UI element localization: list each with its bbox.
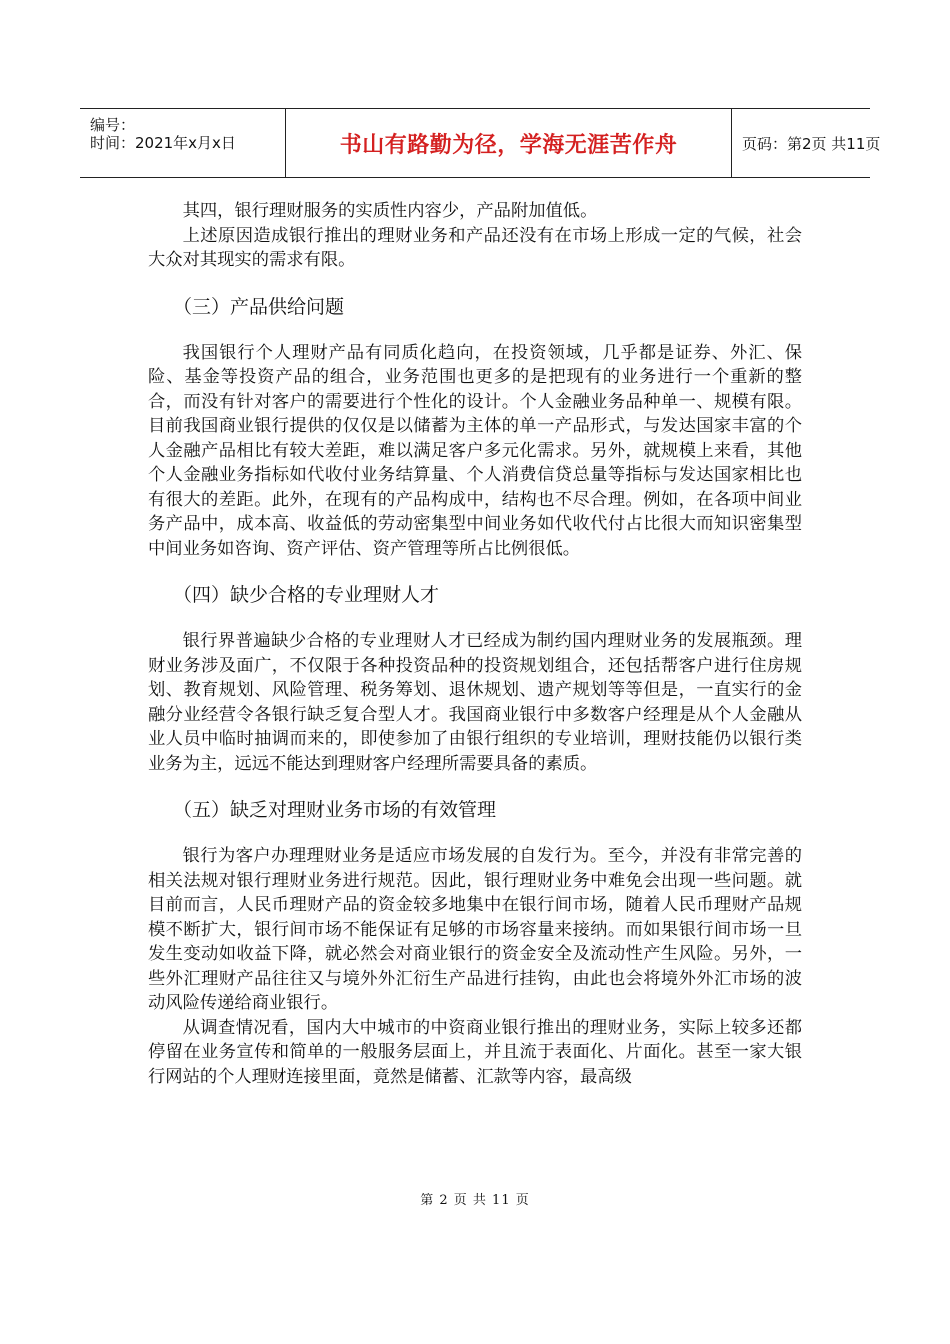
page-header bbox=[80, 108, 881, 178]
body-paragraph: 银行界普遍缺少合格的专业理财人才已经成为制约国内理财业务的发展瓶颈。理财业务涉及面广，不仅限于各种投资品种的投资规划组合，还包括帮客户进行住房规划、教育规划、风险管理、税务筹划、退休规划、遗产规划等等但是，一直实行的金融分业经营令各银行缺乏复合型人才。我国商业银行中多数客户经理是从个人金融从业人员中临时抽调而来的，即使参加了由银行组织的专业培训，理财技能仍以银行类业务为主，远远不能达到理财客户经理所需要具备的素质。 bbox=[148, 631, 802, 774]
body-paragraph: 从调查情况看，国内大中城市的中资商业银行推出的理财业务，实际上较多还都停留在业务宣传和简单的一般服务层面上，并且流于表面化、片面化。甚至一家大银行网站的个人理财连接里面，竟然是储蓄、汇款等内容，最高级 bbox=[148, 1017, 802, 1087]
body-paragraph: 我国银行个人理财产品有同质化趋向，在投资领域，几乎都是证券、外汇、保险、基金等投资产品的组合，业务范围也更多的是把现有的业务进行一个重新的整合，而没有针对客户的需要进行个性化的设计。个人金融业务品种单一、规模有限。目前我国商业银行提供的仅仅是以储蓄为主体的单一产品形式，与发达国家丰富的个人金融产品相比有较大差距，难以满足客户多元化需求。另外，就规模上来看，其他个人金融业务指标如代收付业务结算量、个人消费信贷总量等指标与发达国家相比也有很大的差距。此外，在现有的产品构成中，结构也不尽合理。例如，在各项中间业务产品中，成本高、收益低的劳动密集型中间业务如代收代付占比很大而知识密集型中间业务如咨询、资产评估、资产管理等所占比例很低。 bbox=[148, 342, 802, 559]
page-footer: 第 2 页 共 11 页 bbox=[420, 1193, 530, 1208]
body-paragraph: 银行为客户办理理财业务是适应市场发展的自发行为。至今，并没有非常完善的相关法规对银行理财业务进行规范。因此，银行理财业务中难免会出现一些问题。就目前而言，人民币理财产品的资金较多地集中在银行间市场，随着人民币理财产品规模不断扩大，银行间市场不能保证有足够的市场容量来接纳。而如果银行间市场一旦发生变动如收益下降，就必然会对商业银行的资金安全及流动性产生风险。另外，一些外汇理财产品往往又与境外外汇衍生产品进行挂钩，由此也会将境外外汇市场的波动风险传递给商业银行。 bbox=[148, 846, 802, 1013]
header-motto-cell bbox=[285, 109, 732, 177]
body-paragraph: 上述原因造成银行推出的理财业务和产品还没有在市场上形成一定的气候，社会大众对其现实的需求有限。 bbox=[148, 225, 802, 270]
document-date-label: 时间：2021年x月x日 bbox=[90, 134, 236, 152]
section-heading: （五）缺乏对理财业务市场的有效管理 bbox=[173, 799, 497, 821]
document-number-label: 编号： bbox=[90, 116, 136, 134]
header-meta bbox=[90, 109, 290, 177]
header-page-label: 页码：第2页 共11页 bbox=[742, 134, 881, 153]
body-paragraph: 其四，银行理财服务的实质性内容少，产品附加值低。 bbox=[182, 201, 598, 221]
section-heading: （三）产品供给问题 bbox=[173, 295, 345, 318]
header-page-cell bbox=[742, 109, 881, 177]
document-body bbox=[148, 199, 802, 1089]
section-heading: （四）缺少合格的专业理财人才 bbox=[173, 584, 440, 606]
header-motto: 书山有路勤为径，学海无涯苦作舟 bbox=[339, 132, 678, 158]
